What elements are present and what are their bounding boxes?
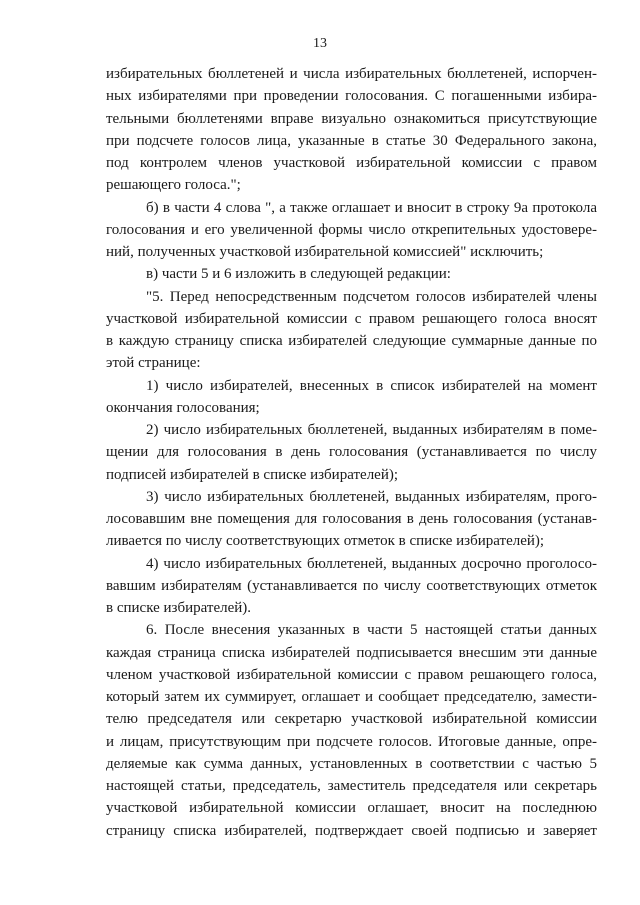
text-line: ливается по числу соответствующих отметок в списке избирателей); bbox=[106, 533, 545, 550]
text-line: в) части 5 и 6 изложить в следующей редакции: bbox=[146, 266, 451, 283]
text-line: 6. После внесения указанных в части 5 настоящей статьи данных bbox=[146, 622, 597, 639]
text-line: каждая страница списка избирателей подписывается внесшим эти данные bbox=[106, 644, 597, 661]
text-line: членом участковой избирательной комиссии с правом решающего голоса, bbox=[106, 666, 597, 683]
text-line: подписей избирателей в списке избирателей); bbox=[106, 466, 399, 483]
text-line: 1) число избирателей, внесенных в список избирателей на момент bbox=[146, 377, 597, 394]
text-line: решающего голоса."; bbox=[106, 177, 241, 194]
text-line: который затем их суммирует, оглашает и сообщает председателю, замести- bbox=[106, 689, 597, 705]
text-line: 3) число избирательных бюллетеней, выданных избирателям, прого- bbox=[146, 488, 597, 505]
text-line: страницу списка избирателей, подтверждает своей подписью и заверяет bbox=[106, 822, 597, 839]
text-line: голосования и его увеличенной формы число открепительных удостовере- bbox=[106, 221, 597, 238]
text-line: под контролем членов участковой избирательной комиссии с правом bbox=[106, 155, 597, 171]
text-line: участковой избирательной комиссии оглашает, вносит на последнюю bbox=[106, 800, 597, 817]
text-line: ний, полученных участковой избирательной комиссией" исключить; bbox=[106, 244, 544, 260]
text-line: телю председателя или секретарю участковой избирательной комиссии bbox=[106, 711, 597, 728]
text-line: настоящей статьи, председатель, заместитель председателя или секретарь bbox=[106, 778, 597, 794]
text-line: 2) число избирательных бюллетеней, выданных избирателям в поме- bbox=[146, 422, 597, 438]
text-line: избирательных бюллетеней и числа избирательных бюллетеней, испорчен- bbox=[106, 66, 597, 82]
text-line: тельными бюллетенями вправе визуально ознакомиться присутствующие bbox=[106, 110, 597, 127]
text-line: 4) число избирательных бюллетеней, выданных досрочно проголосо- bbox=[146, 555, 597, 572]
text-line: ных избирателями при проведении голосования. С погашенными избира- bbox=[106, 88, 597, 105]
text-line: этой странице: bbox=[106, 355, 201, 372]
text-line: в списке избирателей). bbox=[106, 600, 252, 616]
page-number: 13 bbox=[313, 36, 327, 51]
text-line: "5. Перед непосредственным подсчетом голосов избирателей члены bbox=[146, 288, 597, 305]
text-line: деляемые как сумма данных, установленных в соответствии с частью 5 bbox=[106, 755, 597, 772]
text-line: и лицам, присутствующим при подсчете голосов. Итоговые данные, опре- bbox=[106, 733, 597, 750]
text-line: вавшим избирателям (устанавливается по числу соответствующих отметок bbox=[106, 577, 597, 594]
text-line: лосовавшим вне помещения для голосования в день голосования (устанав- bbox=[106, 511, 597, 527]
text-line: щении для голосования в день голосования (устанавливается по числу bbox=[106, 444, 597, 461]
text-line: в каждую страницу списка избирателей следующие суммарные данные по bbox=[106, 333, 597, 349]
text-line: б) в части 4 слова ", а также оглашает и вносит в строку 9а протокола bbox=[146, 199, 597, 216]
text-line: участковой избирательной комиссии с правом решающего голоса вносят bbox=[106, 310, 597, 327]
text-line: при подсчете голосов лица, указанные в статье 30 Федерального закона, bbox=[106, 132, 597, 149]
text-line: окончания голосования; bbox=[106, 399, 260, 416]
